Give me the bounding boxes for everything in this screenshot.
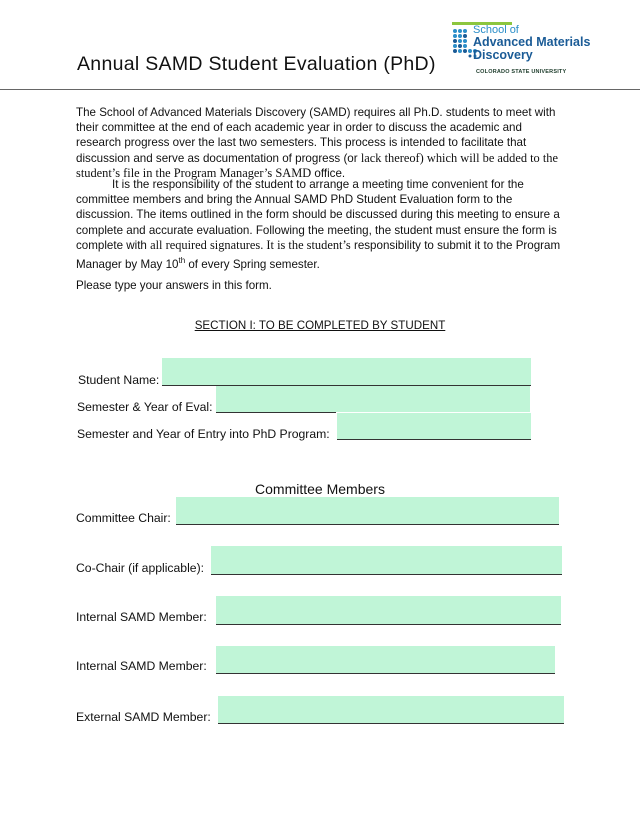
- internal-member-1-field[interactable]: [216, 596, 561, 624]
- committee-chair-underline: [176, 524, 559, 525]
- internal-member-1-label: Internal SAMD Member:: [76, 610, 207, 624]
- intro-p2-text: It is the responsibility of the student to arrange a meeting time convenient for the committee members and bring the Annual SAMD PhD Student Evaluation form to the discussion. The items outlined in the form should be discussed during this meeting to ensure a complete and accurate evaluation. Following the meeting, the student must ensure the form is complete with: [76, 178, 560, 252]
- logo-text-advanced-materials: Advanced Materials: [473, 35, 591, 49]
- intro-p1-text: The School of Advanced Materials Discovery (SAMD) requires all Ph.D. students to meet with their committee at the end of each academic year in order to discuss the academic and research progress over the last two semesters. This process is intended to facilitate that discussion and serve as documentation of progress (or: [76, 106, 556, 165]
- intro-p2-serif-text: all required signatures. It is the student’s: [150, 237, 351, 252]
- semester-entry-field[interactable]: [337, 413, 531, 439]
- intro-paragraph-2: [76, 177, 566, 272]
- header-divider: [0, 89, 640, 90]
- committee-chair-field[interactable]: [176, 497, 559, 524]
- internal-member-2-underline: [216, 673, 555, 674]
- logo-text-school-of: School of: [473, 24, 519, 36]
- semester-eval-field[interactable]: [216, 386, 530, 412]
- intro-p2-end: of every Spring semester.: [185, 257, 320, 271]
- external-member-underline: [218, 723, 564, 724]
- logo-text-university: COLORADO STATE UNIVERSITY: [476, 69, 567, 75]
- instruction-text: Please type your answers in this form.: [76, 279, 272, 292]
- intro-p1-end: office.: [311, 166, 346, 180]
- semester-eval-label: Semester & Year of Eval:: [77, 400, 213, 414]
- committee-chair-label: Committee Chair:: [76, 511, 171, 525]
- external-member-field[interactable]: [218, 696, 564, 723]
- intro-p2-deadline: responsibility to submit it to the Program Manager by May 10: [76, 238, 561, 271]
- external-member-label: External SAMD Member:: [76, 710, 211, 724]
- internal-member-2-label: Internal SAMD Member:: [76, 659, 207, 673]
- internal-member-2-field[interactable]: [216, 646, 555, 673]
- semester-eval-underline: [216, 412, 336, 413]
- section-1-heading: SECTION I: TO BE COMPLETED BY STUDENT: [194, 319, 446, 332]
- samd-logo: [452, 22, 622, 78]
- student-name-field[interactable]: [162, 358, 531, 385]
- logo-text-discovery: Discovery: [473, 48, 533, 62]
- co-chair-underline: [211, 574, 562, 575]
- intro-p2-ordinal: th: [178, 256, 186, 266]
- intro-paragraph-1: [76, 105, 566, 181]
- co-chair-field[interactable]: [211, 546, 562, 574]
- student-name-label: Student Name:: [78, 373, 160, 387]
- semester-entry-underline: [337, 439, 531, 440]
- co-chair-label: Co-Chair (if applicable):: [76, 561, 205, 575]
- intro-p1-serif-text: lack thereof) which will be added to the student’s file in the Program Manager’s SAMD: [76, 150, 558, 180]
- committee-members-heading: Committee Members: [255, 481, 385, 497]
- internal-member-1-underline: [216, 624, 561, 625]
- page-title: Annual SAMD Student Evaluation (PhD): [77, 53, 436, 75]
- semester-entry-label: Semester and Year of Entry into PhD Program:: [77, 427, 330, 441]
